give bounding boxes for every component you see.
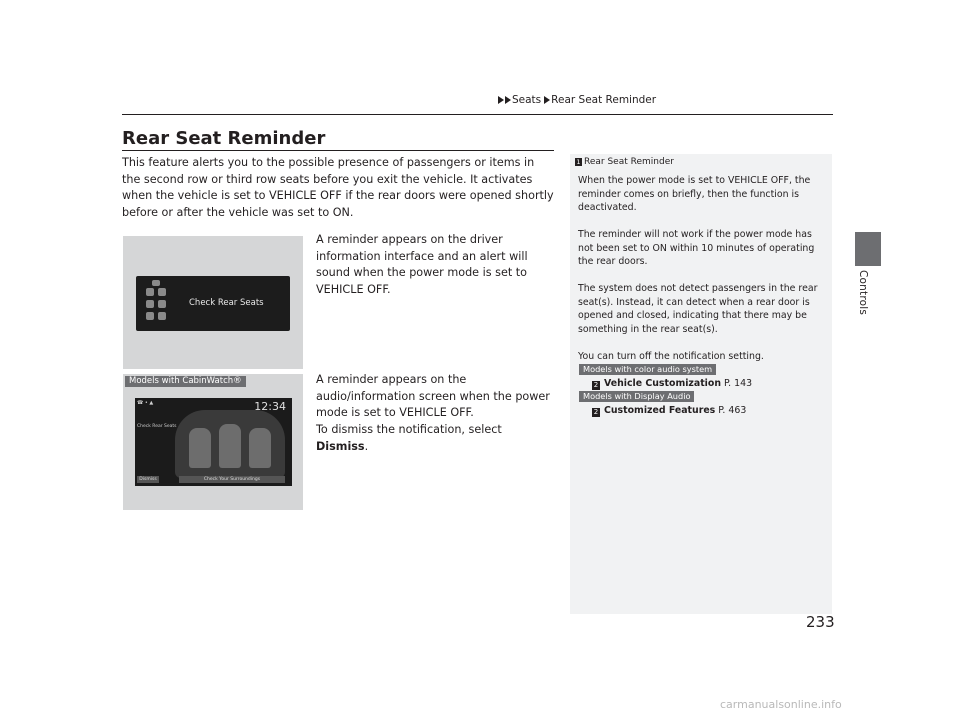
ref-vehicle-customization[interactable]	[592, 378, 752, 390]
section-tab-label: Controls	[857, 270, 869, 316]
breadcrumb-item-rear-seat-reminder[interactable]: Rear Seat Reminder	[551, 94, 657, 106]
footer-watermark: carmanualsonline.info	[720, 698, 842, 711]
model-badge-color-audio: Models with color audio system	[579, 364, 716, 375]
breadcrumb-arrow-icon	[505, 96, 511, 104]
note-paragraph: The system does not detect passengers in the rear seat(s). Instead, it can detect when a rear door is opened and closed, indicating that there may be something in the rear seat(s).	[578, 283, 818, 335]
note-paragraph: The reminder will not work if the power mode has not been set to ON within 10 minutes of operating the rear doors.	[578, 229, 815, 267]
note-paragraph: You can turn off the notification setting.	[578, 350, 764, 362]
side-note-title: Rear Seat Reminder	[584, 157, 674, 167]
ref-customized-features[interactable]	[592, 405, 746, 417]
side-note-heading	[575, 157, 674, 167]
header-divider	[122, 114, 833, 115]
dismiss-instruction-prefix: To dismiss the notification, select	[316, 423, 502, 437]
breadcrumb-arrow-icon	[498, 96, 504, 104]
screen-dismiss-button[interactable]: Dismiss	[137, 476, 159, 483]
screen-check-surroundings-button[interactable]: Check Your Surroundings	[179, 476, 285, 483]
section-tab-controls[interactable]	[849, 270, 889, 350]
dismiss-instruction-suffix: .	[364, 439, 369, 453]
screen-check-rear-label: Check Rear Seats	[137, 424, 177, 429]
breadcrumb-item-seats[interactable]: Seats	[512, 94, 542, 106]
driver-info-description: A reminder appears on the driver information interface and an alert will sound when the power mode is set to VEHICLE OFF.	[316, 233, 528, 297]
ref-page: P. 143	[721, 378, 753, 389]
ref-title: Customized Features	[604, 405, 716, 416]
cabin-camera-view	[175, 410, 285, 478]
note-paragraph: When the power mode is set to VEHICLE OFF, the reminder comes on briefly, then the function is deactivated.	[578, 175, 811, 213]
breadcrumb	[498, 94, 656, 106]
note-number-icon: 1	[576, 158, 581, 166]
dismiss-keyword: Dismiss	[316, 439, 365, 453]
screen-clock: 12:34	[254, 400, 286, 413]
title-divider	[122, 150, 554, 151]
breadcrumb-arrow-icon	[544, 96, 550, 104]
side-note-body	[578, 174, 828, 377]
audio-info-screen	[135, 398, 292, 486]
rear-seats-icon	[144, 280, 168, 328]
audio-screen-description	[316, 372, 556, 456]
model-badge-cabinwatch: Models with CabinWatch®	[125, 376, 246, 387]
section-tab-marker	[855, 232, 881, 266]
driver-info-screen	[136, 276, 290, 331]
audio-screen-text: A reminder appears on the audio/information screen when the power mode is set to VEHICLE OFF.	[316, 373, 550, 420]
intro-paragraph: This feature alerts you to the possible presence of passengers or items in the second row or third row seats before you exit the vehicle. It activates when the vehicle is set to VEHICLE OFF if the rear doors were opened shortly before or after the vehicle was set to ON.	[122, 156, 554, 220]
page-title: Rear Seat Reminder	[122, 128, 326, 149]
ref-title: Vehicle Customization	[604, 378, 722, 389]
reference-arrow-icon: 2	[593, 408, 599, 416]
check-rear-seats-message: Check Rear Seats	[189, 298, 264, 308]
status-bar-icons: ☎ • ▲	[137, 400, 154, 406]
model-badge-display-audio: Models with Display Audio	[579, 391, 694, 402]
page-number: 233	[806, 613, 835, 631]
ref-page: P. 463	[715, 405, 747, 416]
reference-arrow-icon: 2	[593, 381, 599, 389]
